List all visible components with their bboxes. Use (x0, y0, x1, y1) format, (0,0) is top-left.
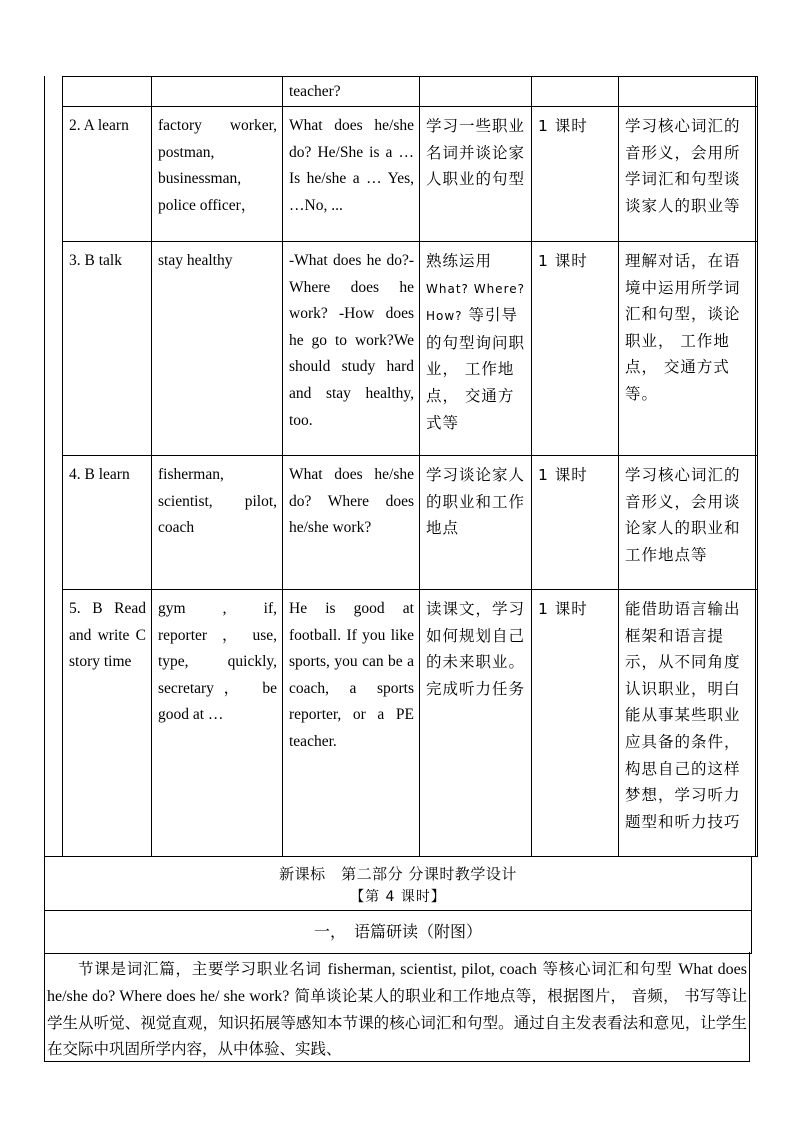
hours-cell: 1 课时 (532, 590, 619, 857)
goal-cell (420, 242, 532, 456)
words-cell (152, 77, 283, 107)
analysis-text: 节课是词汇篇，主要学习职业名词 (78, 960, 322, 978)
goal-question-words: What? Where? How? (426, 281, 525, 324)
table-row (63, 456, 758, 590)
sentences-cell: teacher? (283, 77, 420, 107)
goal-cell (420, 77, 532, 107)
words-cell: factory worker, postman, businessman, police officer， (152, 107, 283, 242)
table-row (63, 590, 758, 857)
requirement-cell: 能借助语言输出框架和语言提示，从不同角度认识职业，明白能从事某些职业应具备的条件，构思自己的这样梦想，学习听力题型和听力技巧 (619, 590, 758, 857)
section-title-block (44, 856, 752, 911)
section-title: 新课标 第二部分 分课时教学设计 (279, 865, 517, 883)
section-heading: 一， 语篇研读（附图） (44, 910, 752, 954)
text-analysis-block (44, 952, 750, 1062)
table-row (63, 242, 758, 456)
lesson-plan-table (62, 76, 758, 857)
analysis-text: 等核心词汇和句型 (542, 960, 673, 978)
requirement-cell: 理解对话，在语境中运用所学词汇和句型，谈论职业， 工作地点， 交通方式等。 (619, 242, 758, 456)
goal-cell: 学习一些职业名词并谈论家人职业的句型 (420, 107, 532, 242)
sentences-cell: He is good at football. If you like sports, you can be a coach, a sports reporter, or a PE teacher. (283, 590, 420, 857)
lesson-tag: 【第 4 课时】 (350, 889, 446, 905)
hours-cell: 1 课时 (532, 107, 619, 242)
lesson-cell: 2. A learn (63, 107, 152, 242)
lesson-cell: 3. B talk (63, 242, 152, 456)
requirement-cell: 学习核心词汇的音形义，会用谈论家人的职业和工作地点等 (619, 456, 758, 590)
analysis-paragraph (47, 956, 747, 1062)
sentences-cell: -What does he do?-Where does he work? -How does he go to work?We should study hard and stay healthy, too. (283, 242, 420, 456)
requirement-cell (619, 77, 758, 107)
analysis-text: 简单谈论某人的职业和工作地点等，根据图片， 音频， 书写等让学生从听觉、视觉直观，知识拓展等感知本节课的核心词汇和句型。通过自主发表看法和意见，让学生在交际中巩固所学内容，从中体验、实践、 (47, 987, 747, 1058)
lesson-cell: 4. B learn (63, 456, 152, 590)
outer-table-border-left (44, 76, 45, 856)
words-cell: stay healthy (152, 242, 283, 456)
hours-cell: 1 课时 (532, 242, 619, 456)
lesson-cell (63, 77, 152, 107)
analysis-vocab: fisherman, scientist, pilot, coach (327, 961, 537, 978)
words-cell: gym , if, reporter，use, type, quickly, secretary， be good at … (152, 590, 283, 857)
goal-text-part: 熟练运用 (426, 252, 493, 270)
requirement-cell: 学习核心词汇的音形义，会用所学词汇和句型谈谈家人的职业等 (619, 107, 758, 242)
table-row (63, 107, 758, 242)
goal-cell: 学习谈论家人的职业和工作地点 (420, 456, 532, 590)
sentences-cell: What does he/she do? Where does he/she work? (283, 456, 420, 590)
analysis-sentences: What does he/she do? Where does he/ she work? (47, 961, 747, 1005)
hours-cell (532, 77, 619, 107)
lesson-cell: 5. B Read and write C story time (63, 590, 152, 857)
hours-cell: 1 课时 (532, 456, 619, 590)
words-cell: fisherman, scientist, pilot, coach (152, 456, 283, 590)
table-row (63, 77, 758, 107)
sentences-cell: What does he/she do? He/She is a … Is he/she a … Yes, …No, ... (283, 107, 420, 242)
goal-cell: 读课文，学习如何规划自己的未来职业。完成听力任务 (420, 590, 532, 857)
goal-text-part: 等引导的句型询问职业， 工作地点， 交通方式等 (426, 306, 526, 432)
